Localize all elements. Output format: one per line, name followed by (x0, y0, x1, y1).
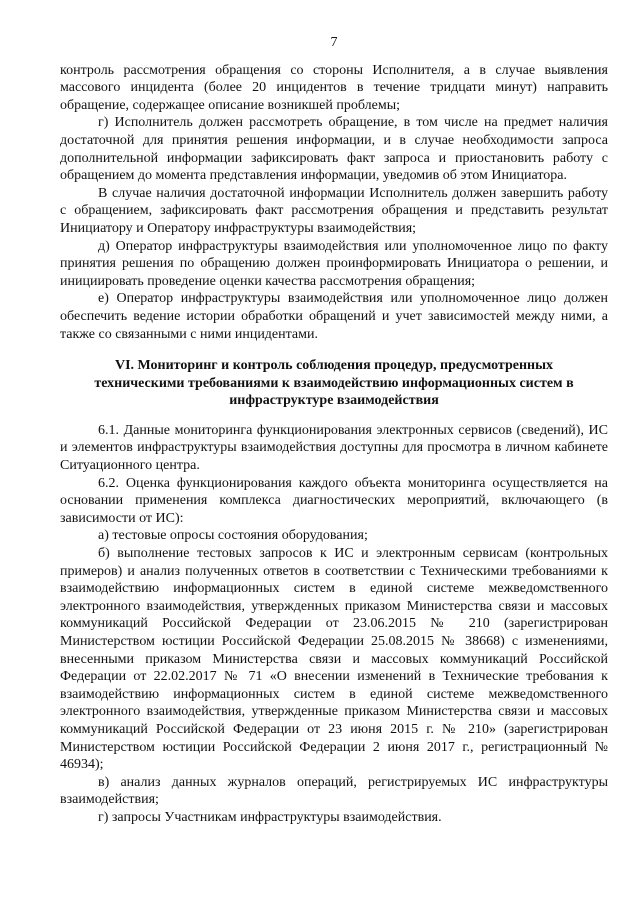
section-heading-line-3: инфраструктуре взаимодействия (229, 393, 439, 409)
section-heading-line-1: VI. Мониторинг и контроль соблюдения процедур, предусмотренных (114, 358, 554, 374)
paragraph-item-g-continuation: В случае наличия достаточной информации Исполнитель должен завершить работу с обращением, зафиксировать факт рассмотрения обращения и представить результат Инициатору и Оператору инфраструктуры взаимодействия; (60, 185, 608, 236)
paragraph-intro-continuation: контроль рассмотрения обращения со стороны Исполнителя, а в случае выявления массового инцидента (более 20 инцидентов в течение тридцати минут) направить обращение, содержащее описание возникшей проблемы; (60, 62, 608, 113)
paragraph-item-e: е) Оператор инфраструктуры взаимодействия или уполномоченное лицо должен обеспечить ведение истории обработки обращений и учет зависимостей между ними, а также со связанными с ними инцидентами. (60, 291, 608, 342)
list-item-b: б) выполнение тестовых запросов к ИС и электронным сервисам (контрольных примеров) и анализ полученных ответов в соответствии с Техническими требованиями к взаимодействию информационных систем в единой системе межведомственного электронного взаимодействия, утвержденных приказом Министерства связи и массовых коммуникаций Российской Федерации от 23.06.2015 № 210 (зарегистрирован Министерством юстиции Российской Федерации 25.08.2015 № 38668) с изменениями, внесенными приказом Министерства связи и массовых коммуникаций Российской Федерации от 22.02.2017 № 71 «О внесении изменений в Технические требования к взаимодействию информационных систем в единой системе межведомственного электронного взаимодействия, утвержденные приказом Министерства связи и массовых коммуникаций Российской Федерации от 23 июня 2015 г. № 210» (зарегистрирован Министерством юстиции Российской Федерации 2 июня 2017 г., регистрационный № 46934); (60, 546, 608, 773)
list-item-g: г) запросы Участникам инфраструктуры взаимодействия. (98, 809, 442, 825)
page-number: 7 (330, 35, 338, 50)
paragraph-item-g: г) Исполнитель должен рассмотреть обращение, в том числе на предмет наличия достаточной для принятия решения информации, и в случае необходимости запроса дополнительной информации зафиксировать факт запроса и приостановить работу с обращением до момента представления информации, уведомив об этом Инициатора. (60, 115, 608, 184)
paragraph-item-d: д) Оператор инфраструктуры взаимодействия или уполномоченное лицо по факту принятия решения по обращению должен проинформировать Инициатора о решении, и инициировать проведение оценки качества рассмотрения обращения; (60, 238, 608, 289)
list-item-v: в) анализ данных журналов операций, регистрируемых ИС инфраструктуры взаимодействия; (60, 774, 608, 808)
section-heading (60, 357, 608, 410)
section-heading-line-2: техническими требованиями к взаимодействию информационных систем в (94, 375, 574, 391)
list-item-a: а) тестовые опросы состояния оборудования; (98, 528, 368, 544)
paragraph-6-2: 6.2. Оценка функционирования каждого объекта мониторинга осуществляется на основании применения комплекса диагностических мероприятий, включающего (в зависимости от ИС): (60, 475, 608, 526)
paragraph-6-1: 6.1. Данные мониторинга функционирования электронных сервисов (сведений), ИС и элементов инфраструктуры взаимодействия доступны для просмотра в личном кабинете Ситуационного центра. (60, 422, 608, 474)
